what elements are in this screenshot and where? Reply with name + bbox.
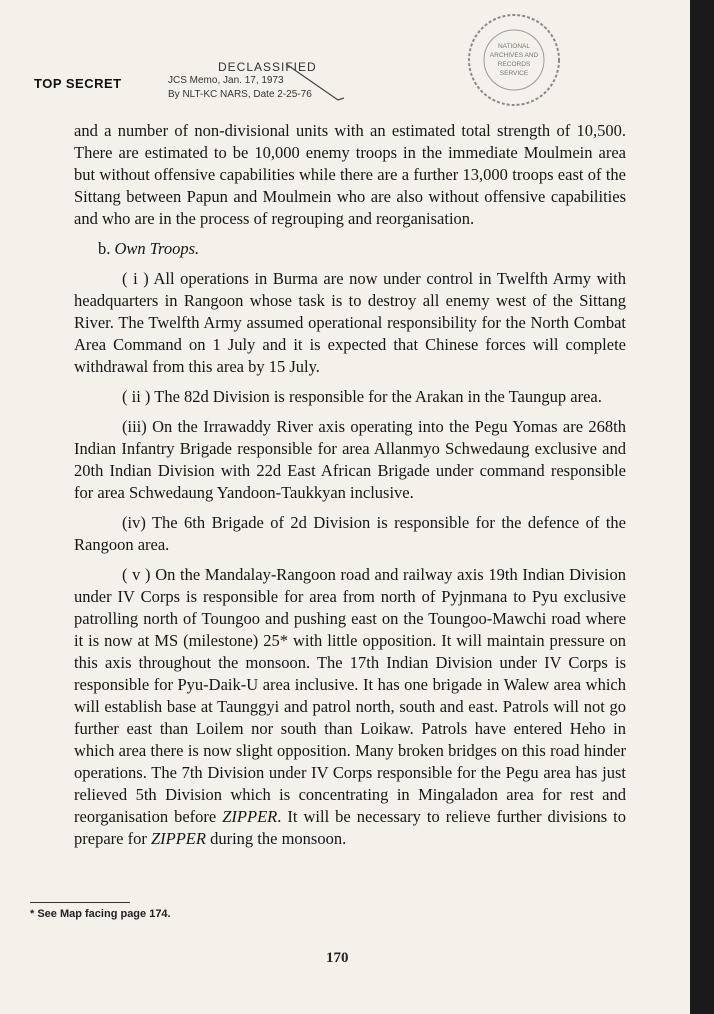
section-title: Own Troops. [114,239,200,258]
paragraph-v-part-c: during the monsoon. [205,829,347,848]
paragraph-iii: (iii) On the Irrawaddy River axis operating into the Pegu Yomas are 268th Indian Infantry Brigade responsible for area Allanmyo Schwedaung exclusive and 20th Indian Division with 22d East African Brigade under command responsible for area Schwedaung Yandoon-Taukkyan inclusive. [74,417,626,502]
zipper-ref-2: ZIPPER [150,829,206,848]
seal-inner-line-4: SERVICE [499,70,529,77]
declassified-title: DECLASSIFIED [218,60,317,74]
scan-edge [690,0,714,1014]
footnote-divider [30,902,130,903]
seal-inner-line-3: RECORDS [497,61,531,68]
paragraph-v-part-a: ( v ) On the Mandalay-Rangoon road and railway axis 19th Indian Division under IV Corps is responsible for area from north of Pyjnmana to Pyu exclusive patrolling north of Toungoo and pushing east on the Toungoo-Mawchi road where it is now at MS (milestone) 25* with little opposition. It will maintain pressure on this axis throughout the monsoon. The 17th Indian Division under IV Corps is responsible for Pyu-Daik-U area inclusive. It has one brigade in Walew area which will establish base at Taunggyi and patrol north, south and east. Patrols will not go further east than Loilem nor south than Loikaw. Patrols have entered Heho in which area there is now slight opposition. Many broken bridges on this road hinder operations. The 7th Division under IV Corps responsible for the Pegu area has just relieved 5th Division which is concentrating in Mingaladon area for rest and reorganisation before [74,565,626,826]
paragraph-v-part-b: . It will be necessary to relieve further divisions to prepare for [74,807,626,848]
section-heading-own-troops [74,238,626,260]
document-body [74,120,626,858]
paragraph-ii: ( ii ) The 82d Division is responsible for the Arakan in the Taungup area. [122,387,602,406]
paragraph-v [74,564,626,850]
seal-inner-line-2: ARCHIVES AND [489,52,539,59]
declassified-memo-line: JCS Memo, Jan. 17, 1973 [168,75,284,86]
declassified-by-line: By NLT-KC NARS, Date 2-25-76 [168,89,312,100]
paragraph-intro: and a number of non-divisional units with an estimated total strength of 10,500. There are estimated to be 10,000 enemy troops in the immediate Moulmein area but without offensive capabilities while there are a further 13,000 troops east of the Sittang between Papun and Moulmein who are also without offensive capabilities and who are in the process of regrouping and reorganisation. [74,121,626,228]
classification-marking: TOP SECRET [34,76,122,91]
section-letter: b. [98,239,111,258]
seal-inner-line-1: NATIONAL [497,43,531,50]
zipper-ref-1: ZIPPER [222,807,278,826]
paragraph-i: ( i ) All operations in Burma are now under control in Twelfth Army with headquarters in Rangoon whose task is to destroy all enemy west of the Sittang River. The Twelfth Army assumed operational responsibility for the North Combat Area Command on 1 July and it is expected that Chinese forces will complete withdrawal from this area by 15 July. [74,269,626,376]
page-number: 170 [326,950,349,966]
footnote: * See Map facing page 174. [30,908,171,920]
stamp-slash-mark [284,60,348,106]
paragraph-iv: (iv) The 6th Brigade of 2d Division is responsible for the defence of the Rangoon area. [74,513,626,554]
archives-seal-icon [466,12,562,108]
